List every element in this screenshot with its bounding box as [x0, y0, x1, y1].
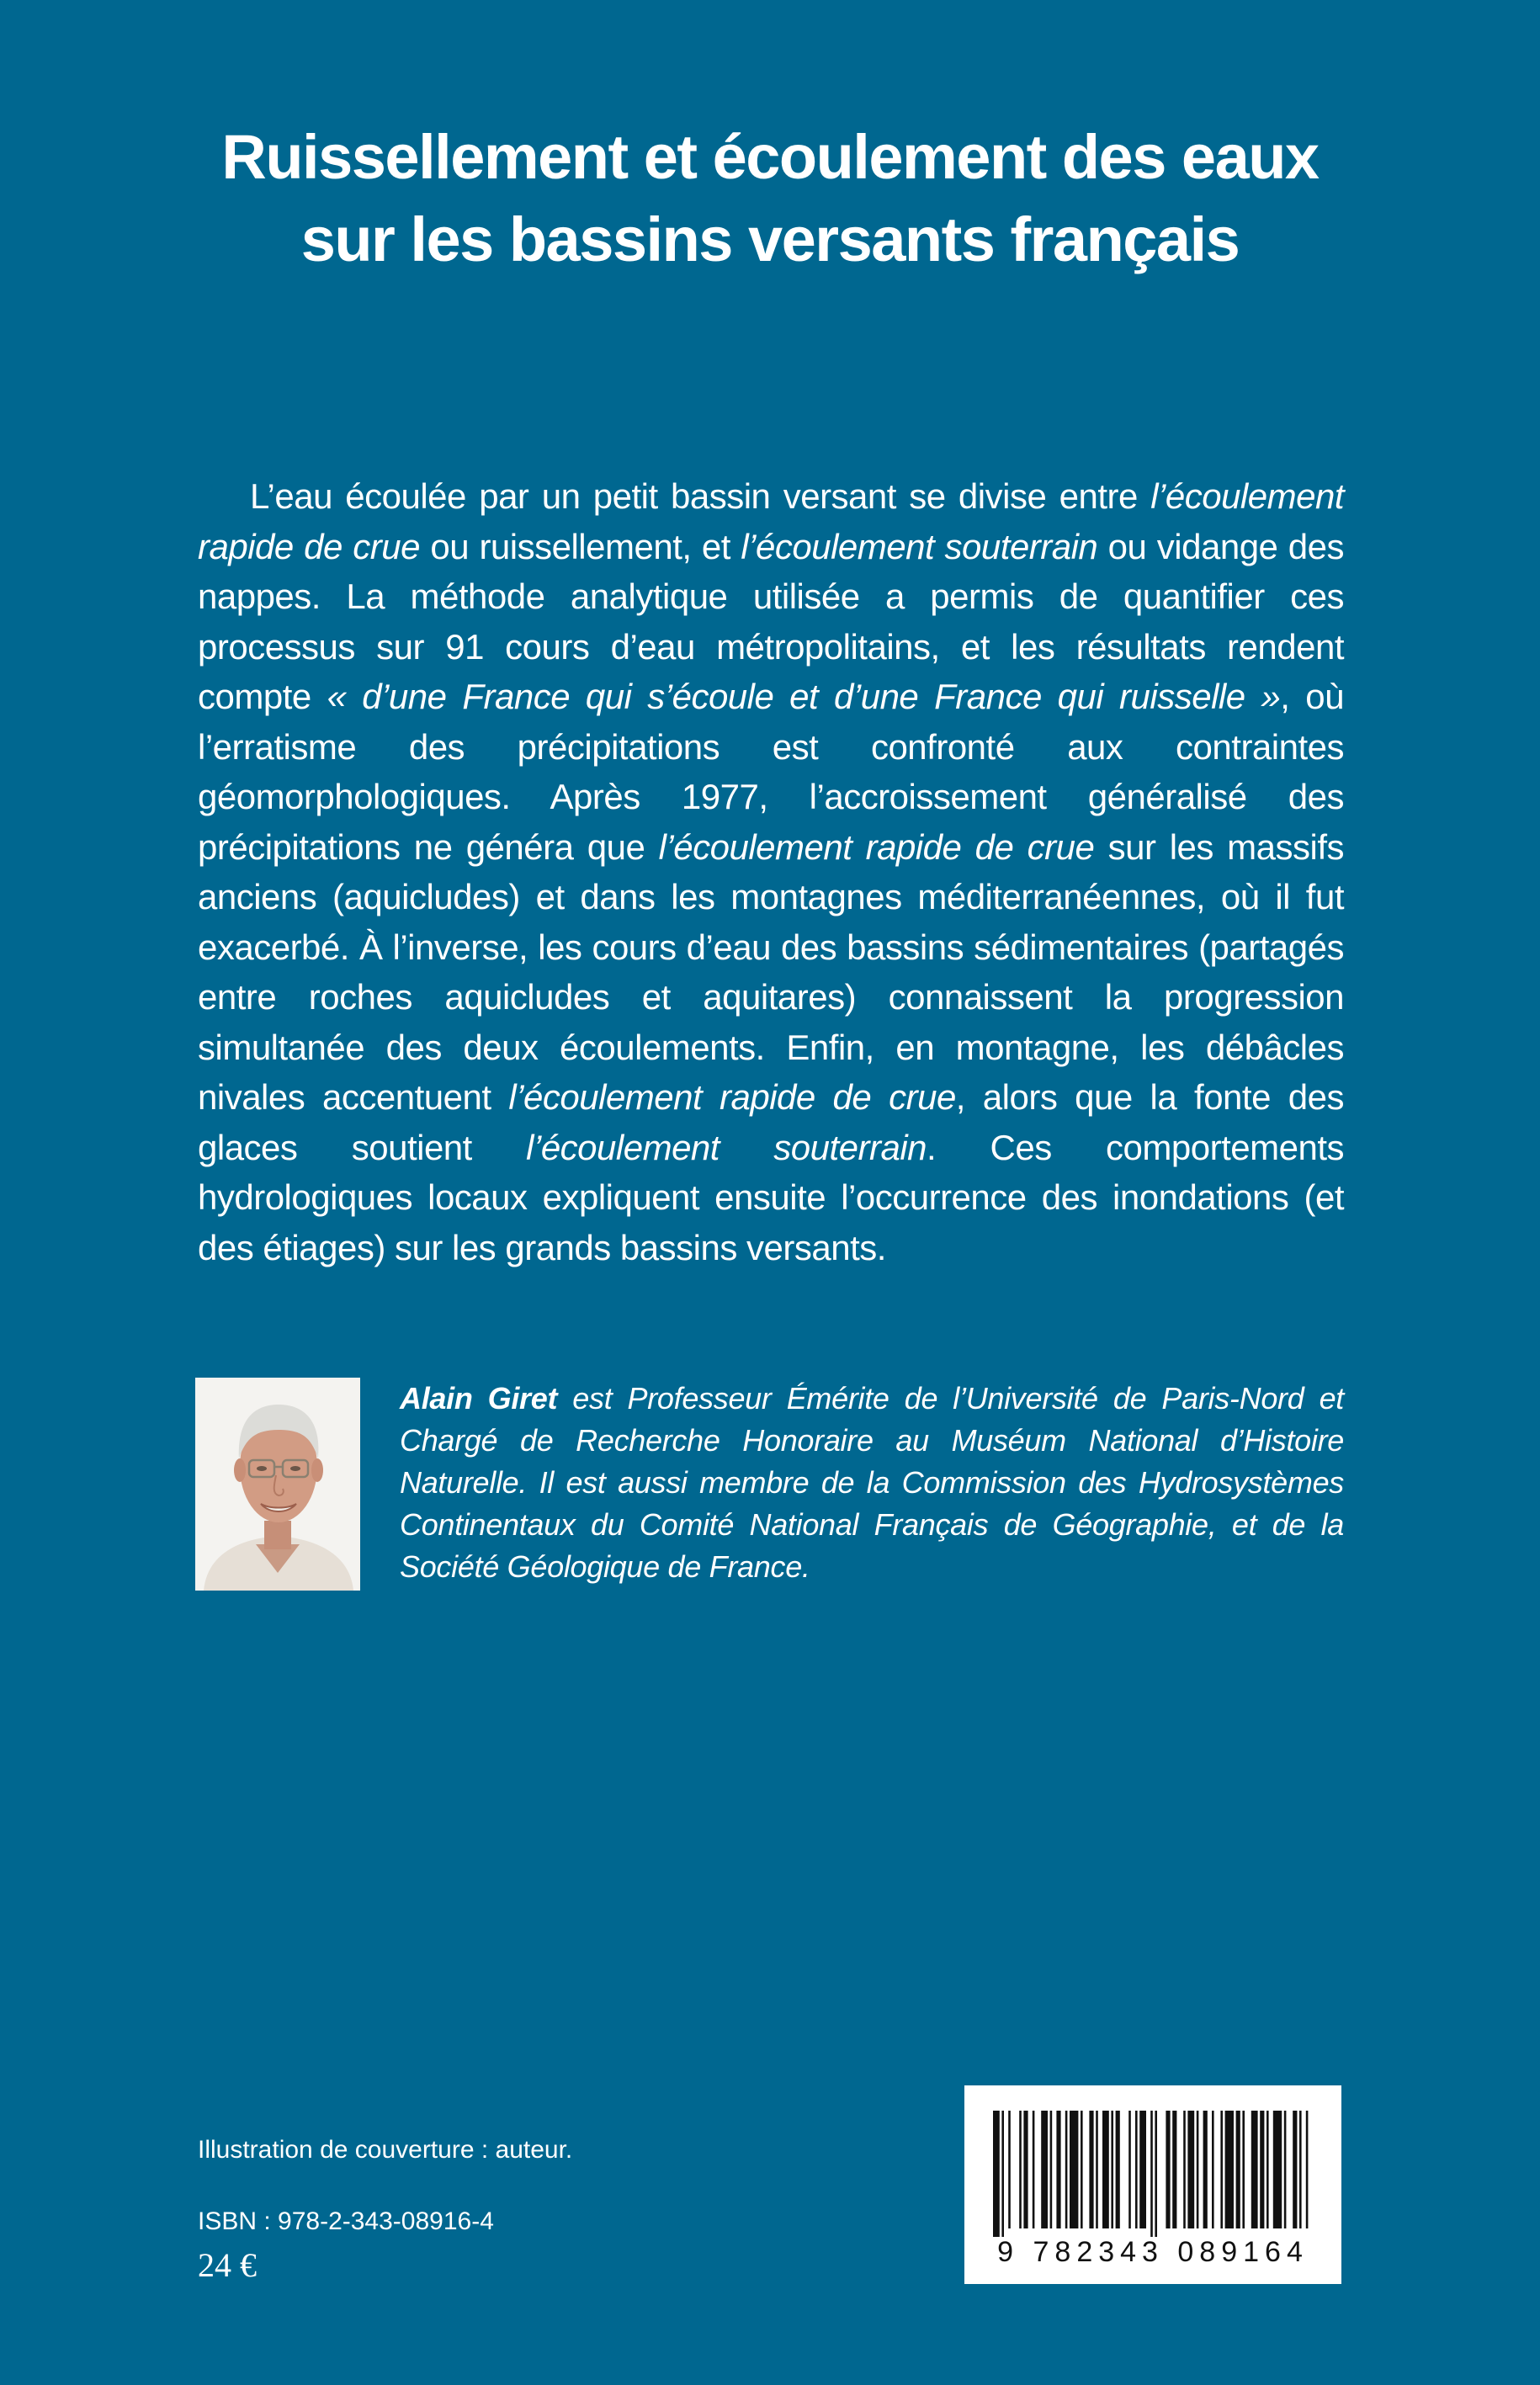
barcode-bar	[1166, 2111, 1170, 2228]
barcode-bar	[1220, 2111, 1223, 2228]
summary-italic-3: « d’une France qui s’écoule et d’une France qui ruisselle »	[327, 677, 1281, 716]
summary-italic-1: l’écoulement rapide de crue	[198, 476, 1344, 566]
author-portrait-illustration	[195, 1378, 360, 1591]
barcode-bar	[1267, 2111, 1269, 2228]
summary-text-6: , alors que la fonte des glaces soutient	[198, 1077, 1344, 1167]
summary-italic-2: l’écoulement souterrain	[741, 526, 1098, 566]
cover-illustration-credit: Illustration de couverture : auteur.	[198, 2136, 573, 2164]
barcode-bar	[1197, 2111, 1199, 2228]
barcode-bar	[1128, 2111, 1131, 2228]
summary-italic-5: l’écoulement rapide de crue	[508, 1077, 956, 1117]
book-title-line-1: Ruissellement et écoulement des eaux	[221, 122, 1319, 192]
barcode-bar	[1033, 2111, 1035, 2228]
barcode-bar	[1102, 2111, 1109, 2228]
barcode-bar	[1019, 2111, 1022, 2228]
summary-text-5: sur les massifs anciens (aquicludes) et dans les montagnes méditerranéennes, où il fut exacerbé. À l’inverse, les cours d’eau des bassins sédimentaires (partagés entre roches aquicludes et aquitares) connaissent la progression simultanée des deux écoulements. Enfin, en montagne, les débâcles nivales accentuent	[198, 826, 1344, 1117]
price-label: 24 €	[198, 2246, 257, 2284]
summary-paragraph	[198, 471, 1344, 1272]
barcode-bar	[1065, 2111, 1068, 2228]
summary-italic-4: l’écoulement rapide de crue	[658, 826, 1095, 867]
barcode-bar	[1183, 2111, 1186, 2228]
barcode-bar	[1150, 2111, 1153, 2237]
barcode	[964, 2085, 1341, 2284]
barcode-bar	[1251, 2111, 1258, 2228]
author-bio-text: est Professeur Émérite de l’Université de Paris-Nord et Chargé de Recherche Honoraire au Muséum National d’Histoire Naturelle. Il est aussi membre de la Commission des Hydrosystèmes Continentaux du Comité National Français de Géographie, et de la Société Géologique de France.	[400, 1381, 1344, 1584]
barcode-bar	[1306, 2111, 1309, 2228]
summary-italic-6: l’écoulement souterrain	[526, 1127, 927, 1167]
barcode-bar	[1242, 2111, 1245, 2228]
barcode-bar	[1111, 2111, 1113, 2228]
barcode-bar	[1023, 2111, 1028, 2228]
barcode-bar	[1212, 2111, 1214, 2228]
isbn-text: ISBN : 978-2-343-08916-4	[198, 2207, 494, 2235]
summary-text-1: L’eau écoulée par un petit bassin versant se divise entre	[250, 476, 1151, 516]
barcode-bar	[1116, 2111, 1120, 2228]
barcode-bar	[1096, 2111, 1098, 2228]
barcode-bar	[1155, 2111, 1157, 2237]
barcode-bar	[1041, 2111, 1048, 2228]
book-title	[0, 116, 1540, 281]
barcode-bar	[1008, 2111, 1011, 2228]
barcode-bar	[1203, 2111, 1208, 2228]
barcode-bar	[1081, 2111, 1083, 2228]
book-title-line-2: sur les bassins versants français	[300, 205, 1240, 274]
summary-text-3: ou vidange des nappes. La méthode analytique utilisée a permis de quantifier ces processus sur 91 cours d’eau métropolitains, et les résultats rendent compte	[198, 526, 1345, 716]
author-photo	[195, 1378, 360, 1591]
barcode-bar	[1135, 2111, 1138, 2228]
barcode-bar	[1293, 2111, 1297, 2228]
barcode-bar	[1050, 2111, 1053, 2228]
barcode-bar	[1001, 2111, 1004, 2237]
barcode-bar	[1070, 2111, 1078, 2228]
summary-text-2: ou ruissellement, et	[419, 526, 741, 566]
barcode-bar	[1139, 2111, 1146, 2228]
back-cover-summary	[198, 471, 1344, 1272]
barcode-bar	[1260, 2111, 1264, 2228]
barcode-bar	[993, 2111, 1000, 2237]
barcode-bar	[1273, 2111, 1282, 2228]
barcode-bar	[1225, 2111, 1234, 2228]
summary-text-7: . Ces comportements hydrologiques locaux expliquent ensuite l’occurrence des inondations (et des étiages) sur les grands bassins versants.	[198, 1127, 1344, 1267]
summary-text-4: , où l’erratisme des précipitations est confronté aux contraintes géomorphologiques. Après 1977, l’accroissement généralisé des précipitations ne généra que	[198, 677, 1344, 867]
barcode-bar	[1172, 2111, 1176, 2228]
barcode-digits: 9 782343 089164	[997, 2236, 1309, 2268]
author-name: Alain Giret	[400, 1381, 558, 1416]
barcode-bar	[1056, 2111, 1060, 2228]
barcode-bar	[1299, 2111, 1302, 2228]
barcode-bar	[1236, 2111, 1240, 2228]
barcode-bar	[1187, 2111, 1194, 2228]
author-biography	[400, 1378, 1344, 1588]
barcode-bar	[1089, 2111, 1093, 2228]
barcode-bar	[1284, 2111, 1287, 2228]
